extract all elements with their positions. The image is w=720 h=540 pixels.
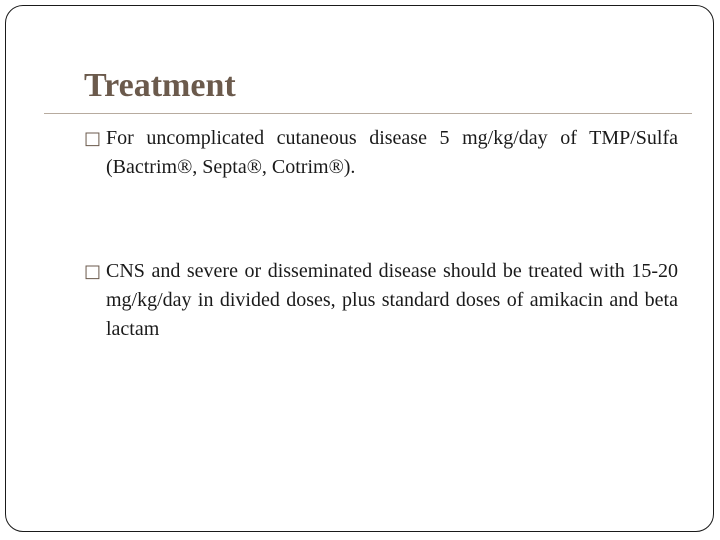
slide-frame <box>5 5 714 532</box>
bullet-item-cns <box>84 257 678 344</box>
bullet-text: CNS and severe or disseminated disease should be treated with 15-20 mg/kg/day in divided doses, plus standard doses of amikacin and beta lactam <box>106 260 678 340</box>
bullet-box-icon: □ <box>84 128 102 149</box>
bullet-text: For uncomplicated cutaneous disease 5 mg/kg/day of TMP/Sulfa (Bactrim®, Septa®, Cotrim®). <box>106 127 678 178</box>
bullet-box-icon: □ <box>84 261 102 282</box>
bullet-item-cutaneous <box>84 124 678 182</box>
slide-title: Treatment <box>84 67 236 104</box>
title-divider <box>44 113 692 114</box>
